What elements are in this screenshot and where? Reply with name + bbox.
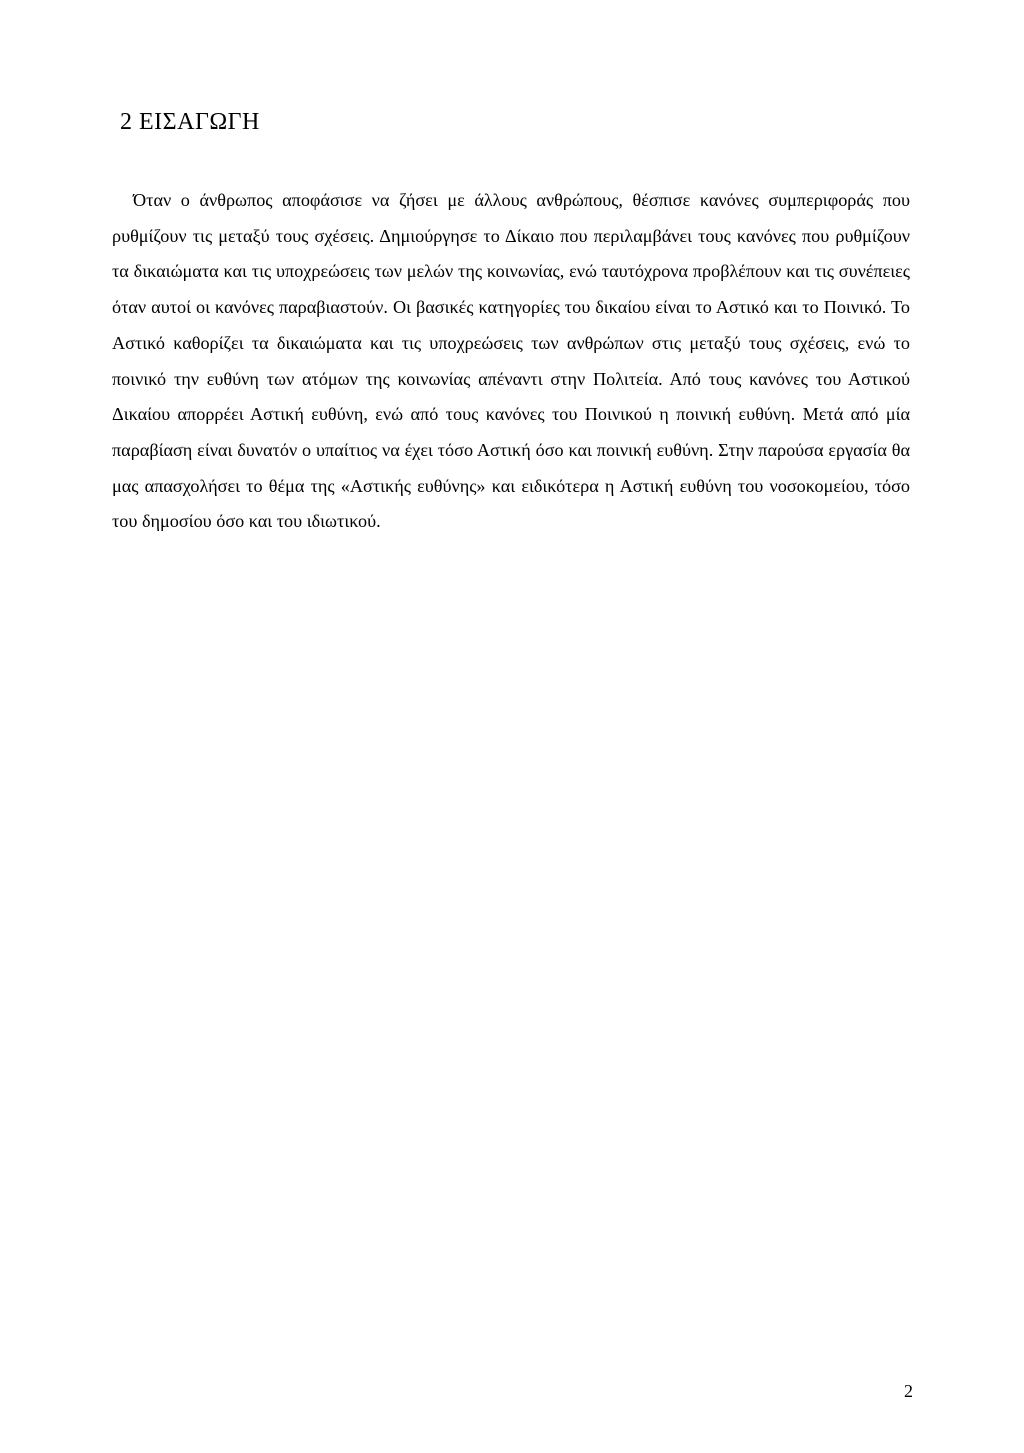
body-paragraph: Όταν ο άνθρωπος αποφάσισε να ζήσει με άλλους ανθρώπους, θέσπισε κανόνες συμπεριφοράς που ρυθμίζουν τις μεταξύ τους σχέσεις. Δημιούργησε το Δίκαιο που περιλαμβάνει τους κανόνες που ρυθμίζουν τα δικαιώματα και τις υποχρεώσεις των μελών της κοινωνίας, ενώ ταυτόχρονα προβλέπουν και τις συνέπειες όταν αυτοί οι κανόνες παραβιαστούν. Οι βασικές κατηγορίες του δικαίου είναι το Αστικό και το Ποινικό. Το Αστικό καθορίζει τα δικαιώματα και τις υποχρεώσεις των ανθρώπων στις μεταξύ τους σχέσεις, ενώ το ποινικό την ευθύνη των ατόμων της κοινωνίας απέναντι στην Πολιτεία. Από τους κανόνες του Αστικού Δικαίου απορρέει Αστική ευθύνη, ενώ από τους κανόνες του Ποινικού η ποινική ευθύνη. Μετά από μία παραβίαση είναι δυνατόν ο υπαίτιος να έχει τόσο Αστική όσο και ποινική ευθύνη. Στην παρούσα εργασία θα μας απασχολήσει το θέμα της «Αστικής ευθύνης» και ειδικότερα η Αστική ευθύνη του νοσοκομείου, τόσο του δημοσίου όσο και του ιδιωτικού. [112,190,910,532]
page-number: 2 [904,1381,913,1401]
section-heading: 2 ΕΙΣΑΓΩΓΗ [120,109,260,135]
